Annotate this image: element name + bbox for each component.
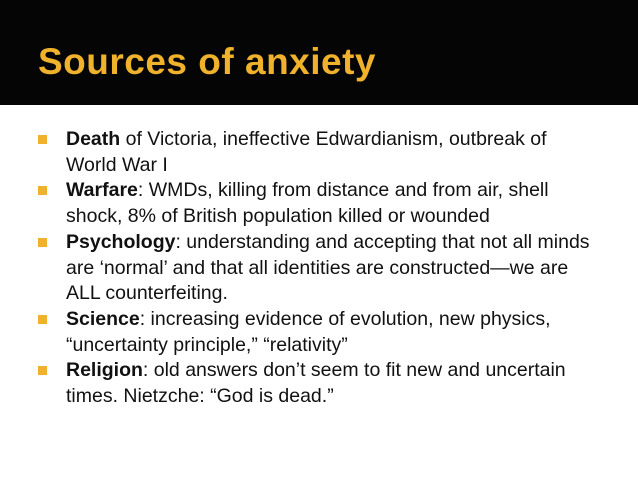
bullet-item-warfare	[38, 178, 598, 229]
square-bullet-icon	[38, 186, 47, 195]
square-bullet-icon	[38, 366, 47, 375]
square-bullet-icon	[38, 238, 47, 247]
bullet-description: of Victoria, ineffective Edwardianism, outbreak of World War I	[66, 128, 547, 176]
bullet-keyword: Religion	[66, 359, 143, 382]
square-bullet-icon	[38, 135, 47, 144]
bullet-text	[66, 358, 598, 409]
bullet-description: : old answers don’t seem to fit new and uncertain times. Nietzche: “God is dead.”	[66, 359, 566, 408]
bullet-item-psychology	[38, 230, 598, 307]
bullet-description: : WMDs, killing from distance and from air, shell shock, 8% of British population killed or wounded	[66, 179, 549, 228]
slide-title: Sources of anxiety	[38, 41, 377, 82]
bullet-item-religion	[38, 358, 598, 409]
bullet-keyword: Death	[66, 128, 121, 150]
bullet-keyword: Psychology	[66, 230, 176, 253]
bullet-item-death	[38, 127, 598, 178]
bullet-keyword: Science	[66, 307, 140, 330]
bullet-keyword: Warfare	[66, 179, 138, 202]
bullet-text	[66, 178, 598, 229]
bullet-list	[38, 127, 598, 410]
bullet-description: : understanding and accepting that not all minds are ‘normal’ and that all identities are constructed—we are ALL counterfeiting.	[66, 230, 590, 305]
bullet-item-science	[38, 307, 598, 358]
bullet-text	[66, 307, 598, 358]
bullet-text	[66, 127, 598, 178]
bullet-description: : increasing evidence of evolution, new physics, “uncertainty principle,” “relativity”	[66, 307, 551, 356]
square-bullet-icon	[38, 315, 47, 324]
bullet-text	[66, 230, 598, 307]
